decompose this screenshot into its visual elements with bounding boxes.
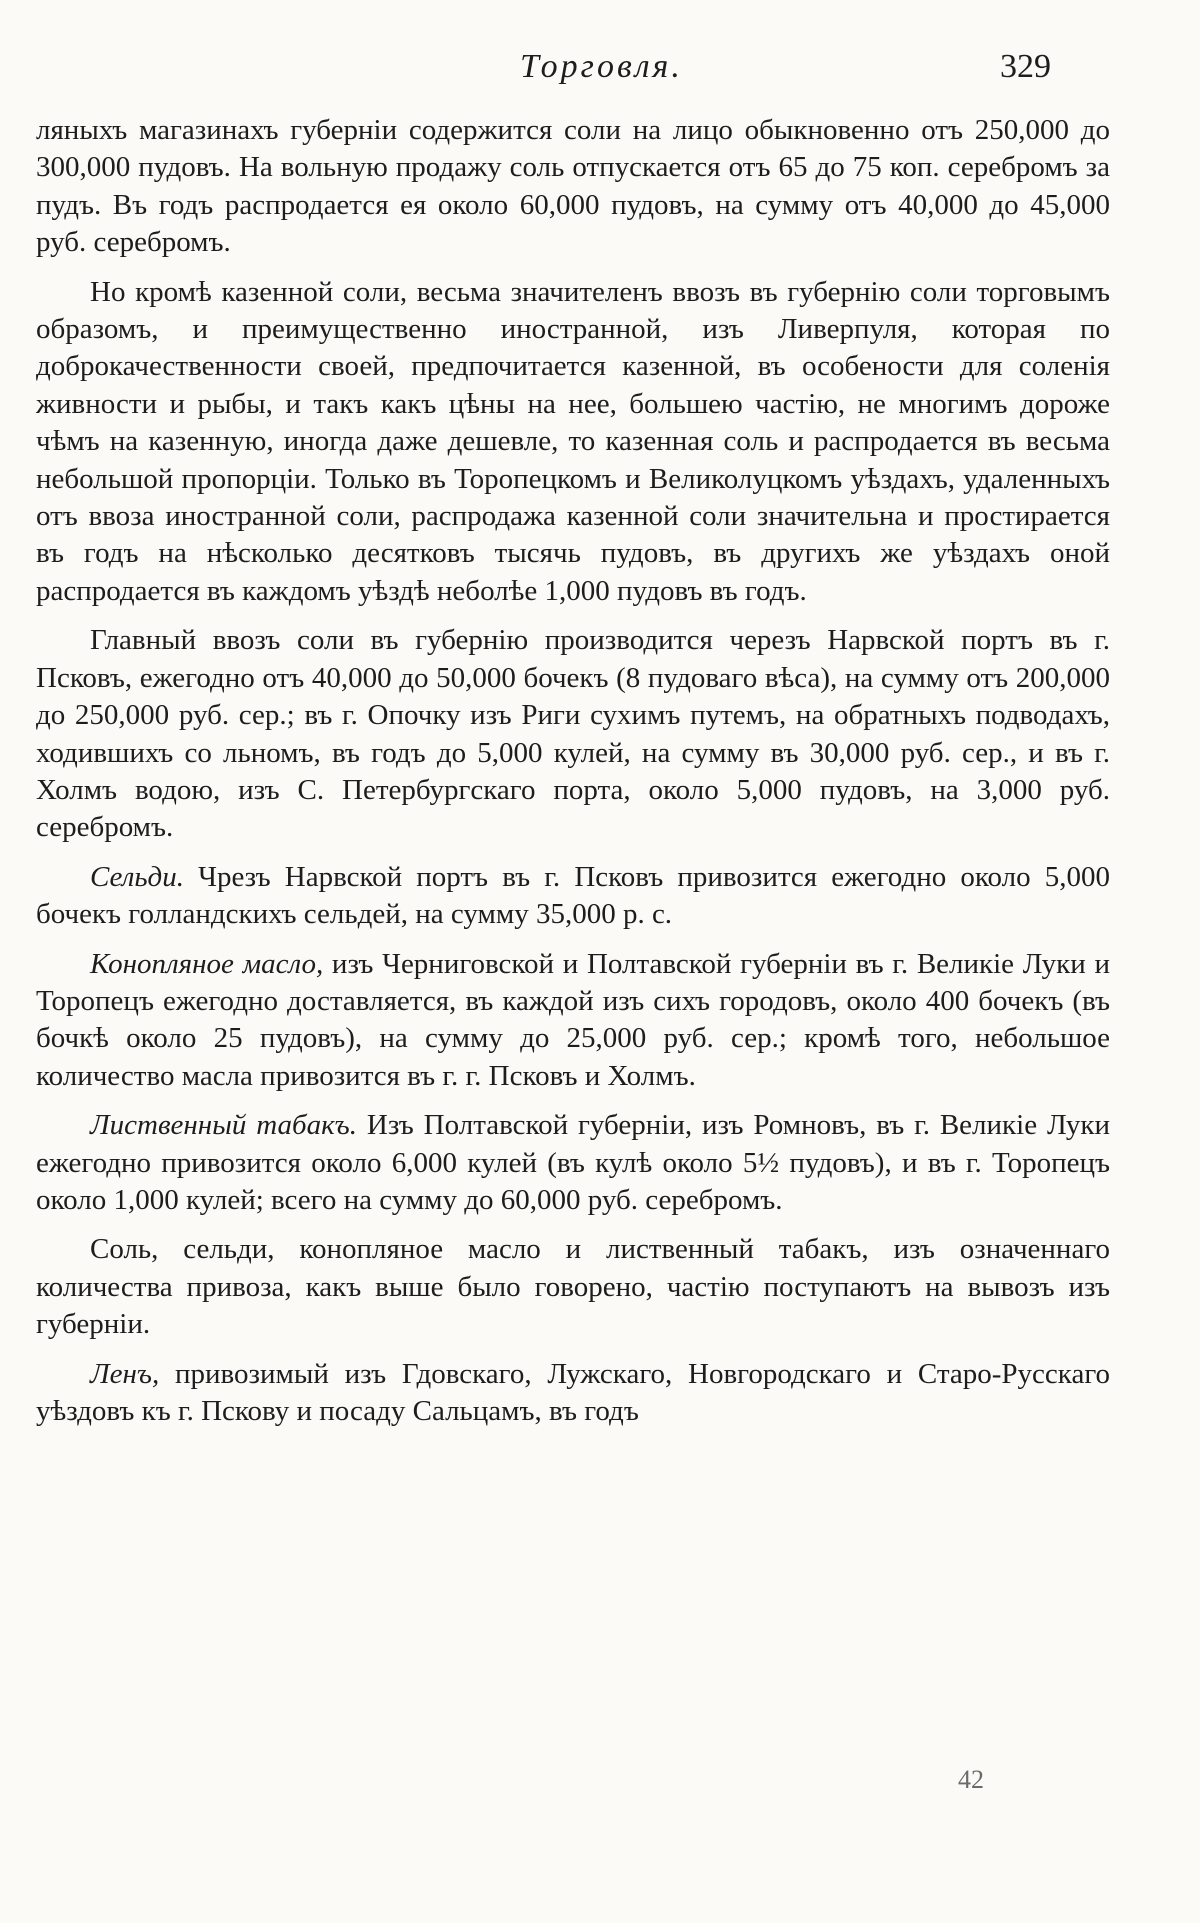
signature-mark: 42 [958, 1765, 984, 1794]
paragraph-salt-trade: Но кромѣ казенной соли, весьма значителенъ ввозъ въ губернію соли торговымъ образомъ, и преимущественно иностранной, изъ Ливерпуля, которая по доброкачественности своей, предпочитается казенной, въ особености для соленія живности и рыбы, и такъ какъ цѣны на нее, большею частію, не многимъ дороже чѣмъ на казенную, иногда даже дешевле, то казенная соль и распродается въ весьма небольшой пропорціи. Только въ Торопецкомъ и Великолуцкомъ уѣздахъ, удаленныхъ отъ ввоза иностранной соли, распродажа казенной соли значительна и простирается въ годъ на нѣсколько десятковъ тысячь пудовъ, въ другихъ же уѣздахъ оной распродается въ каждомъ уѣздѣ неболѣе 1,000 пудовъ въ годъ. [36, 275, 1110, 607]
body-text [36, 112, 1110, 1430]
paragraph-re-export: Соль, сельди, конопляное масло и лиственный табакъ, изъ означеннаго количества привоза, какъ выше было говорено, частію поступаютъ на вывозъ изъ губерніи. [36, 1233, 1110, 1341]
running-title: Торговля. [520, 48, 683, 85]
paragraph-leaf-tobacco: Лиственный табакъ. Изъ Полтавской губерніи, изъ Ромновъ, въ г. Великіе Луки ежегодно привозится около 6,000 кулей (въ кулѣ около 5½ пудовъ), и въ г. Торопецъ около 1,000 кулей; всего на сумму до 60,000 руб. серебромъ. [36, 1109, 1111, 1216]
paragraph-herring: Сельди. Чрезъ Нарвской портъ въ г. Псковъ привозится ежегодно около 5,000 бочекъ голландскихъ сельдей, на сумму 35,000 р. с. [36, 860, 1110, 931]
paragraph-hemp-oil: Конопляное масло, изъ Черниговской и Полтавской губерніи въ г. Великіе Луки и Торопецъ ежегодно доставляется, въ каждой изъ сихъ городовъ, около 400 бочекъ (въ бочкѣ около 25 пудовъ), на сумму до 25,000 руб. сер.; кромѣ того, небольшое количество масла привозится въ г. г. Псковъ и Холмъ. [36, 947, 1110, 1092]
paragraph-salt-import: Главный ввозъ соли въ губернію производится черезъ Нарвской портъ въ г. Псковъ, ежегодно отъ 40,000 до 50,000 бочекъ (8 пудоваго вѣса), на сумму отъ 200,000 до 250,000 руб. сер.; въ г. Опочку изъ Риги сухимъ путемъ, на обратныхъ подводахъ, ходившихъ со льномъ, въ годъ до 5,000 кулей, на сумму въ 30,000 руб. сер., и въ г. Холмъ водою, изъ С. Петербургскаго порта, около 5,000 пудовъ, на 3,000 руб. серебромъ. [36, 624, 1110, 844]
page-header [0, 48, 1200, 88]
paragraph-flax: Ленъ, привозимый изъ Гдовскаго, Лужскаго, Новгородскаго и Старо-Русскаго уѣздовъ къ г. Пскову и посаду Сальцамъ, въ годъ [36, 1357, 1110, 1427]
term-flax: Ленъ, [90, 1357, 160, 1390]
page-number: 329 [1000, 48, 1051, 85]
term-leaf-tobacco: Лиственный табакъ. [90, 1109, 357, 1142]
term-hemp-oil: Конопляное масло, [90, 947, 324, 980]
term-herring: Сельди. [90, 860, 184, 893]
paragraph-salt-stock: ляныхъ магазинахъ губерніи содержится соли на лицо обыкновенно отъ 250,000 до 300,000 пудовъ. На вольную продажу соль отпускается отъ 65 до 75 коп. серебромъ за пудъ. Въ годъ распродается ея около 60,000 пудовъ, на сумму отъ 40,000 до 45,000 руб. серебромъ. [36, 114, 1110, 259]
